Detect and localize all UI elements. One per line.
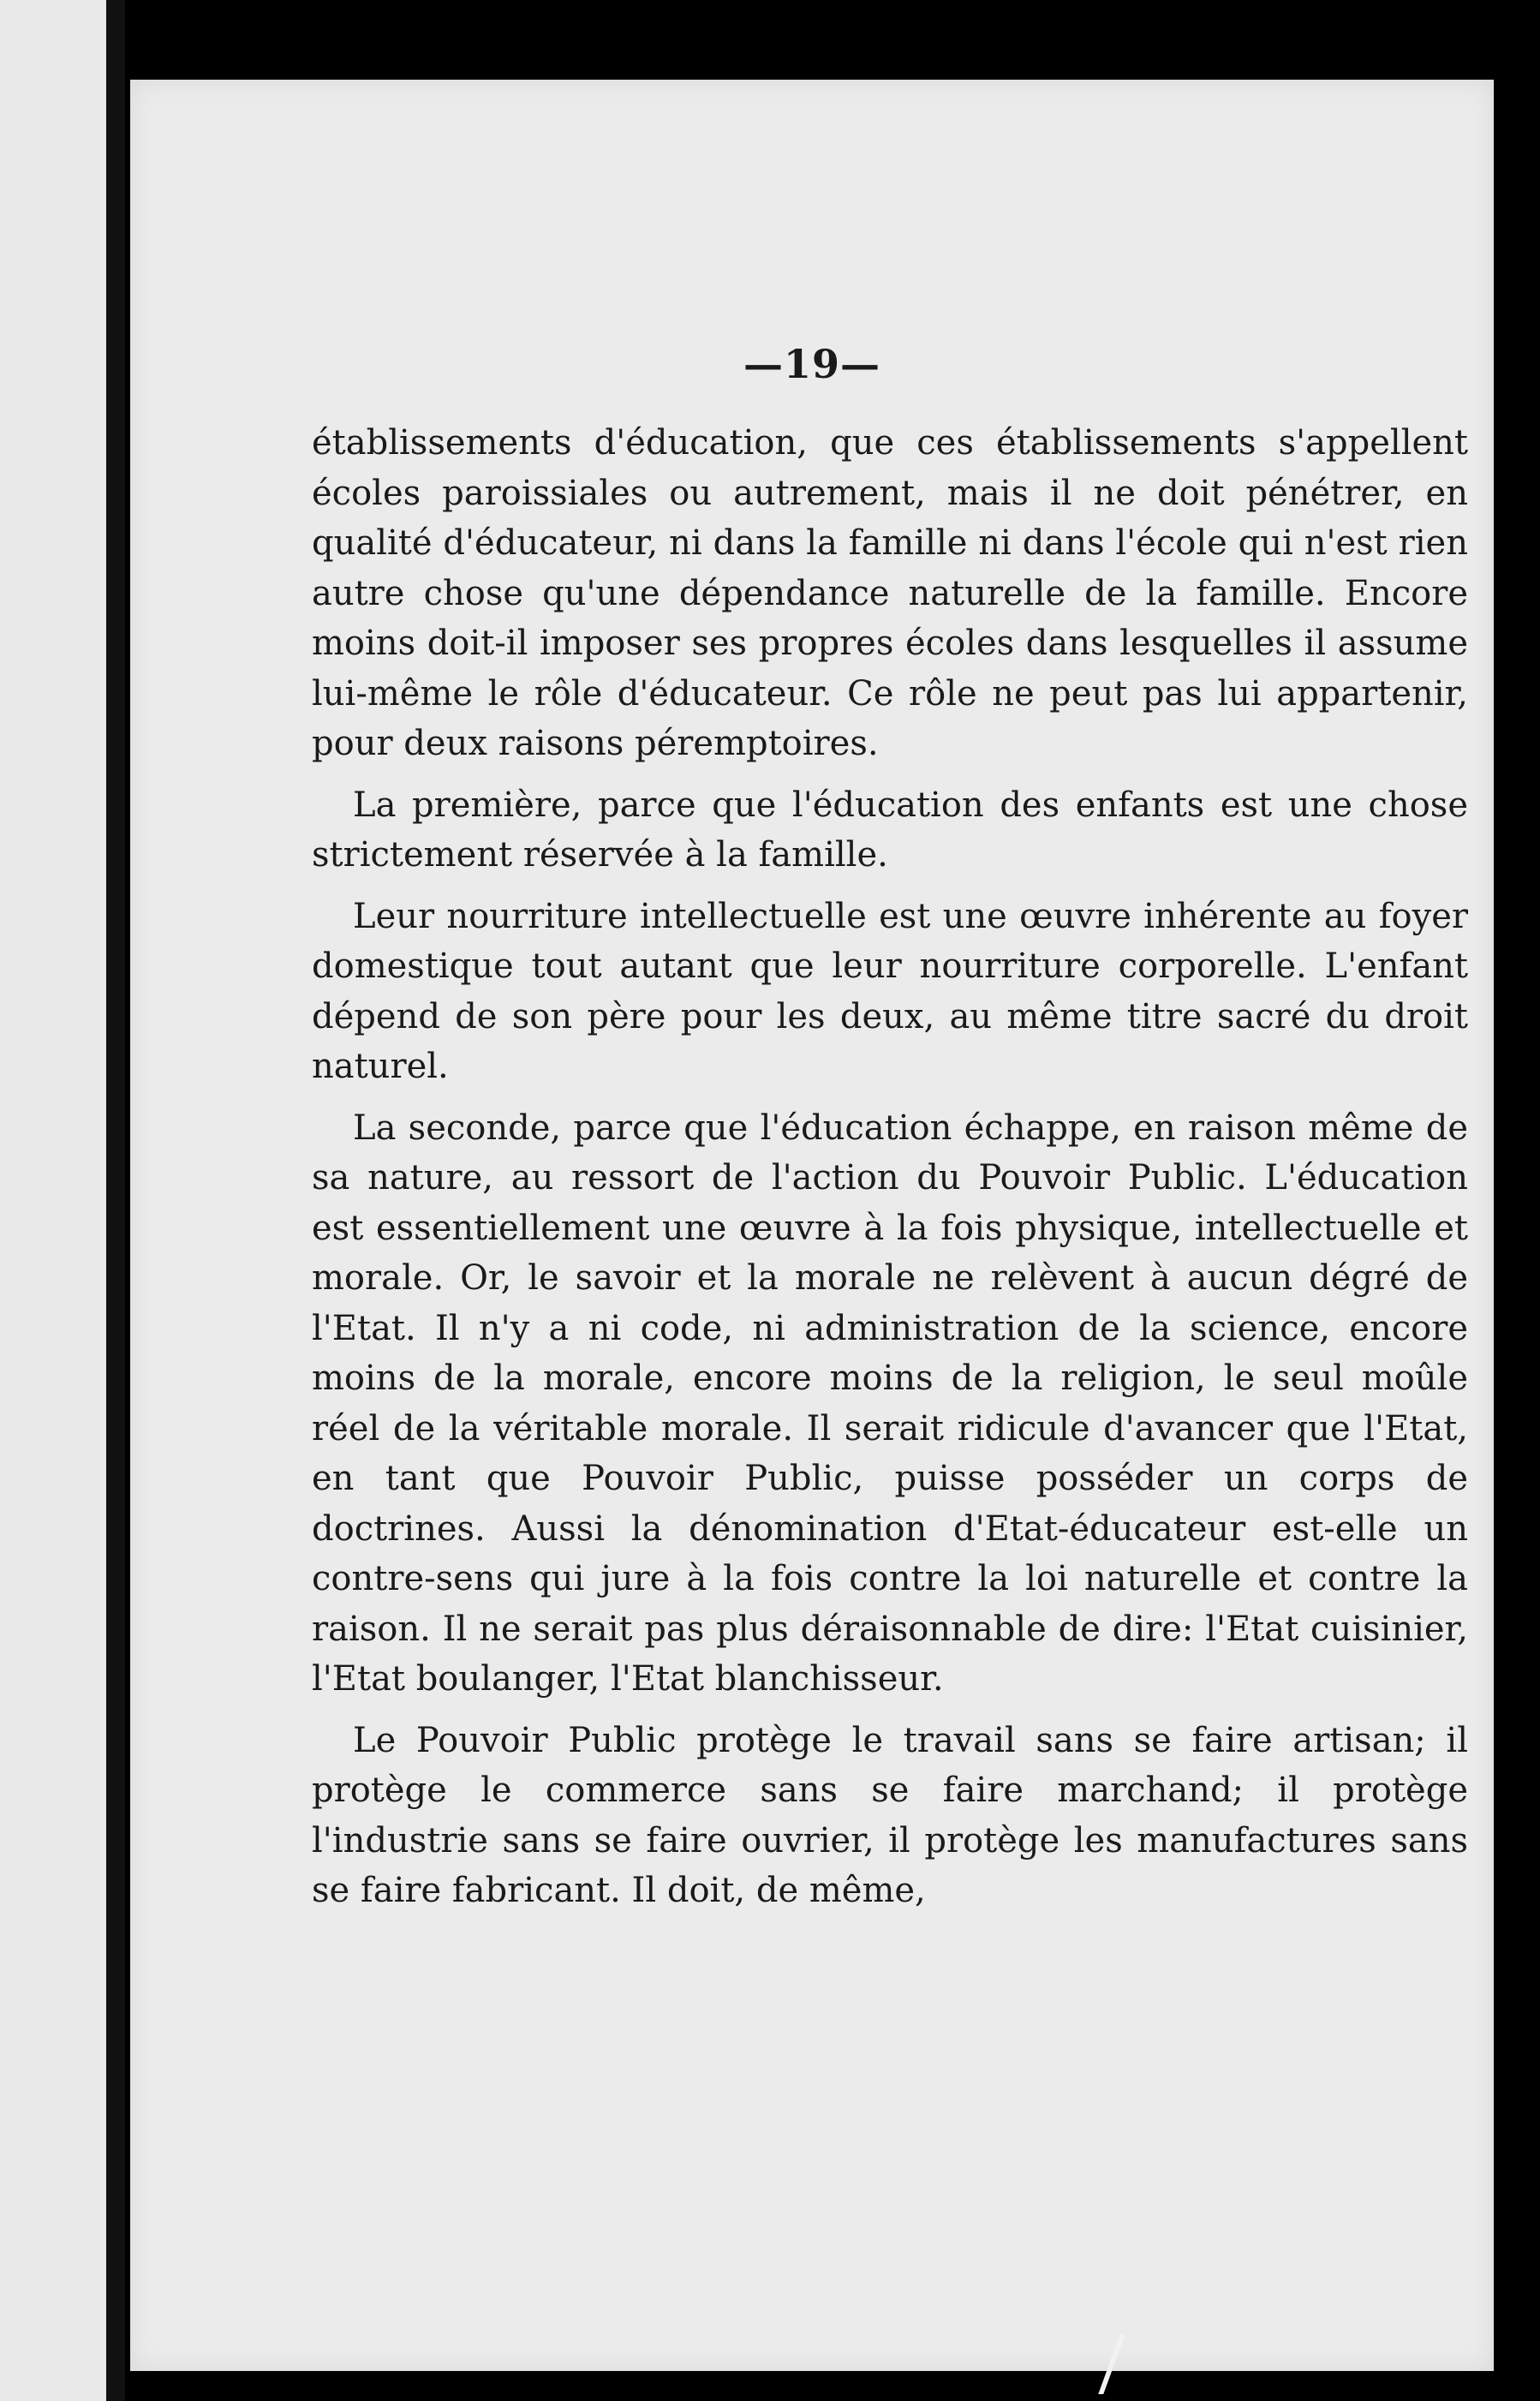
page-number: —19— — [743, 341, 880, 387]
paragraph-2: La première, parce que l'éducation des enfants est une chose strictement réservée à la famille. — [312, 785, 1468, 875]
adjacent-page-strip — [0, 0, 111, 2401]
document-page — [130, 80, 1494, 2371]
paragraph-5: Le Pouvoir Public protège le travail sans se faire artisan; il protège le commerce sans se faire marchand; il protège l'industrie sans se faire ouvrier, il protège les manufactures sans se faire fabricant. Il doit, de même, — [312, 1720, 1468, 1910]
paragraph-3: Leur nourriture intellectuelle est une œuvre inhérente au foyer domestique tout autant que leur nourriture corporelle. L'enfant dépend de son père pour les deux, au même titre sacré du droit naturel. — [312, 896, 1468, 1086]
paragraph-1: établissements d'éducation, que ces établissements s'appellent écoles paroissiales ou autrement, mais il ne doit pénétrer, en qualité d'éducateur, ni dans la famille ni dans l'école qui n'est rien autre chose qu'une dépendance naturelle de la famille. Encore moins doit-il imposer ses propres écoles dans lesquelles il assume lui-même le rôle d'éducateur. Ce rôle ne peut pas lui appartenir, pour deux raisons péremptoires. — [312, 423, 1468, 763]
binding-gutter — [106, 0, 125, 2401]
paragraph-4: La seconde, parce que l'éducation échappe, en raison même de sa nature, au ressort de l'action du Pouvoir Public. L'éducation est essentiellement une œuvre à la fois physique, intellectuelle et morale. Or, le savoir et la morale ne relèvent à aucun dégré de l'Etat. Il n'y a ni code, ni administration de la science, encore moins de la morale, encore moins de la religion, le seul moûle réel de la véritable morale. Il serait ridicule d'avancer que l'Etat, en tant que Pouvoir Public, puisse posséder un corps de doctrines. Aussi la dénomination d'Etat-éducateur est-elle un contre-sens qui jure à la fois contre la loi naturelle et contre la raison. Il ne serait pas plus déraisonnable de dire: l'Etat cuisinier, l'Etat boulanger, l'Etat blanchisseur. — [312, 1108, 1468, 1699]
page-body — [312, 418, 1468, 1916]
